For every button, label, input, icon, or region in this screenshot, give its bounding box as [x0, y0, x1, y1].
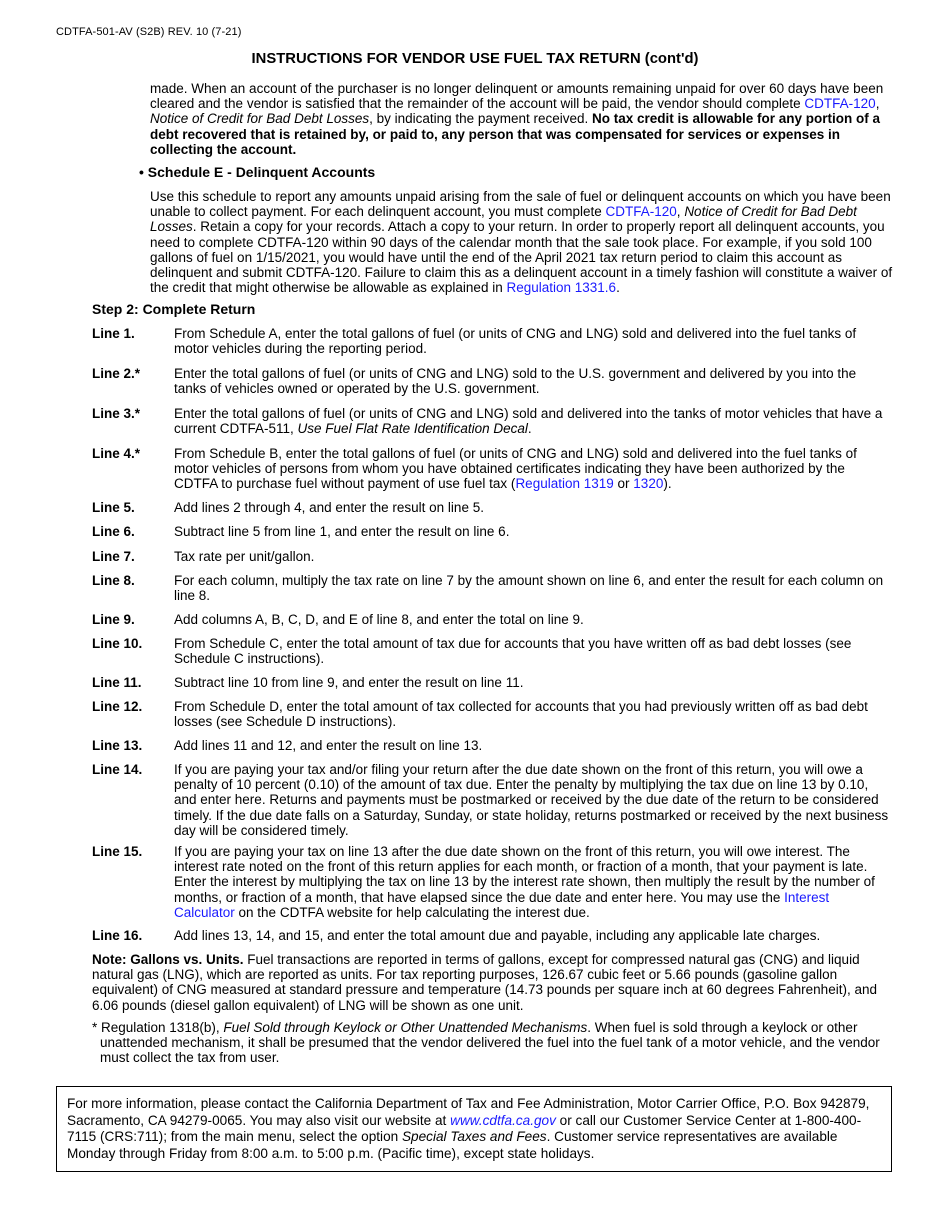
- schedule-e-paragraph: Use this schedule to report any amounts unpaid arising from the sale of fuel or delinquent accounts on which you have been unable to collect payment. For each delinquent account, you must complete CDTFA-120, Notice of Credit for Bad Debt Losses. Retain a copy for your records. Attach a copy to your return. In order to properly report all delinquent accounts, you need to complete CDTFA-120 within 90 days of the calendar month that the sale took place. For example, if you sold 100 gallons of fuel on 1/15/2021, you would have until the end of the April 2021 tax return period to claim this account as delinquent and submit CDTFA-120. Failure to claim this as a delinquent account in a timely fashion will constitute a waiver of the credit that might otherwise be allowable as explained in Regulation 1331.6.: [150, 189, 893, 296]
- website-link[interactable]: www.cdtfa.ca.gov: [450, 1112, 556, 1128]
- intro-paragraph: made. When an account of the purchaser is no longer delinquent or amounts remaining unpaid for over 60 days have been cleared and the vendor is satisfied that the remainder of the account will be paid, the vendor should complete CDTFA-120, Notice of Credit for Bad Debt Losses, by indicating the payment received. No tax credit is allowable for any portion of a debt recovered that is retained by, or paid to, any person that was compensated for services or expenses in collecting the account.: [150, 81, 884, 157]
- regulation-1320-link[interactable]: 1320: [633, 476, 664, 492]
- footnote: * Regulation 1318(b), Fuel Sold through Keylock or Other Unattended Mechanisms. When fuel is sold through a keylock or other unattended mechanism, it shall be presumed that the vendor delivered the fuel into the fuel tank of a motor vehicle, and the vendor must collect the tax from user.: [92, 1020, 880, 1066]
- cdtfa-120-link[interactable]: CDTFA-120: [605, 204, 677, 220]
- cdtfa-120-link[interactable]: CDTFA-120: [804, 96, 876, 112]
- gallons-units-note: Note: Gallons vs. Units. Fuel transactions are reported in terms of gallons, except for compressed natural gas (CNG) and liquid natural gas (LNG), which are reported as units. For tax reporting purposes, 126.67 cubic feet or 5.66 pounds (gasoline gallon equivalent) of CNG measured at standard pressure and temperature (14.73 pounds per square inch at 60 degrees Fahrenheit), and 6.06 pounds (diesel gallon equivalent) of LNG will be shown as one unit.: [92, 952, 877, 1013]
- schedule-e-heading: • Schedule E - Delinquent Accounts: [139, 164, 376, 180]
- contact-info-box: For more information, please contact the California Department of Tax and Fee Administration, Motor Carrier Office, P.O. Box 942879, Sacramento, CA 94279-0065. You may also visit our website at www.cdtfa.ca.gov or call our Customer Service Center at 1-800-400-7115 (CRS:711); from the main menu, select the option Special Taxes and Fees. Customer service representatives are available Monday through Friday from 8:00 a.m. to 5:00 p.m. (Pacific time), except state holidays.: [56, 1086, 892, 1172]
- page-title: INSTRUCTIONS FOR VENDOR USE FUEL TAX RETURN (cont'd): [251, 51, 699, 67]
- regulation-1319-link[interactable]: Regulation 1319: [515, 476, 614, 492]
- interest-calculator-link[interactable]: Interest Calculator: [174, 889, 830, 920]
- step-2-heading: Step 2: Complete Return: [92, 301, 256, 317]
- regulation-1331-6-link[interactable]: Regulation 1331.6: [506, 280, 617, 296]
- form-id: CDTFA-501-AV (S2B) REV. 10 (7-21): [56, 26, 242, 38]
